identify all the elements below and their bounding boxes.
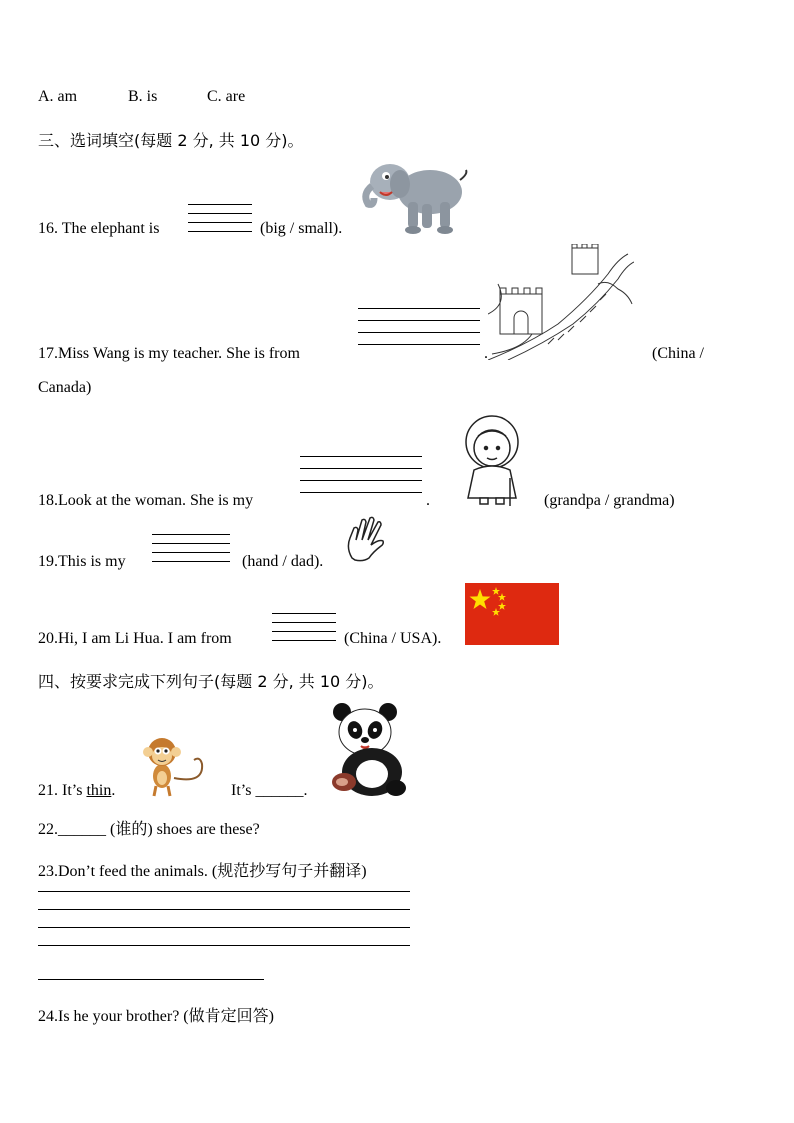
q22-text: 22.______ (谁的) shoes are these? xyxy=(38,821,260,838)
grandma-picture xyxy=(458,412,528,508)
q18-dot: . xyxy=(426,492,430,509)
great-wall-picture xyxy=(488,244,634,360)
q24-text: 24.Is he your brother? (做肯定回答) xyxy=(38,1008,274,1025)
q16-answer-blank[interactable] xyxy=(188,204,252,232)
q19-prefix: 19.This is my xyxy=(38,553,126,570)
q17-choice-a: (China / xyxy=(652,345,704,362)
china-flag-picture xyxy=(465,583,559,645)
q17-prefix: 17.Miss Wang is my teacher. She is from xyxy=(38,345,300,362)
section4-heading: 四、按要求完成下列句子(每题 2 分, 共 10 分)。 xyxy=(38,672,384,691)
q17-choice-b: Canada) xyxy=(38,379,92,396)
q17-dot: . xyxy=(484,345,488,362)
q20-choice: (China / USA). xyxy=(344,630,442,647)
panda-picture xyxy=(328,702,408,798)
q16-prefix: 16. The elephant is xyxy=(38,220,160,237)
q20-prefix: 20.Hi, I am Li Hua. I am from xyxy=(38,630,232,647)
q21-dot: . xyxy=(111,782,116,799)
option-b: B. is xyxy=(128,88,158,105)
q20-answer-blank[interactable] xyxy=(272,613,336,641)
q16-choice: (big / small). xyxy=(260,220,343,237)
section3-heading: 三、选词填空(每题 2 分, 共 10 分)。 xyxy=(38,131,304,150)
q23-writing-lines[interactable] xyxy=(38,891,410,946)
q21-prefix: 21. It’s xyxy=(38,782,83,799)
q19-choice: (hand / dad). xyxy=(242,553,324,570)
option-c: C. are xyxy=(207,88,246,105)
q19-answer-blank[interactable] xyxy=(152,534,230,562)
q21-second: It’s ______. xyxy=(231,782,308,799)
q21-word: thin xyxy=(86,782,112,799)
q23-translation-line[interactable] xyxy=(38,979,264,980)
q18-answer-blank[interactable] xyxy=(300,456,422,493)
hand-picture xyxy=(344,514,388,562)
q21-sentence xyxy=(38,782,115,800)
q17-answer-blank[interactable] xyxy=(358,308,480,345)
option-a: A. am xyxy=(38,88,78,105)
elephant-picture xyxy=(360,158,472,238)
q18-choice: (grandpa / grandma) xyxy=(544,492,675,509)
q23-text: 23.Don’t feed the animals. (规范抄写句子并翻译) xyxy=(38,863,367,880)
monkey-picture xyxy=(134,732,210,798)
q18-prefix: 18.Look at the woman. She is my xyxy=(38,492,254,509)
